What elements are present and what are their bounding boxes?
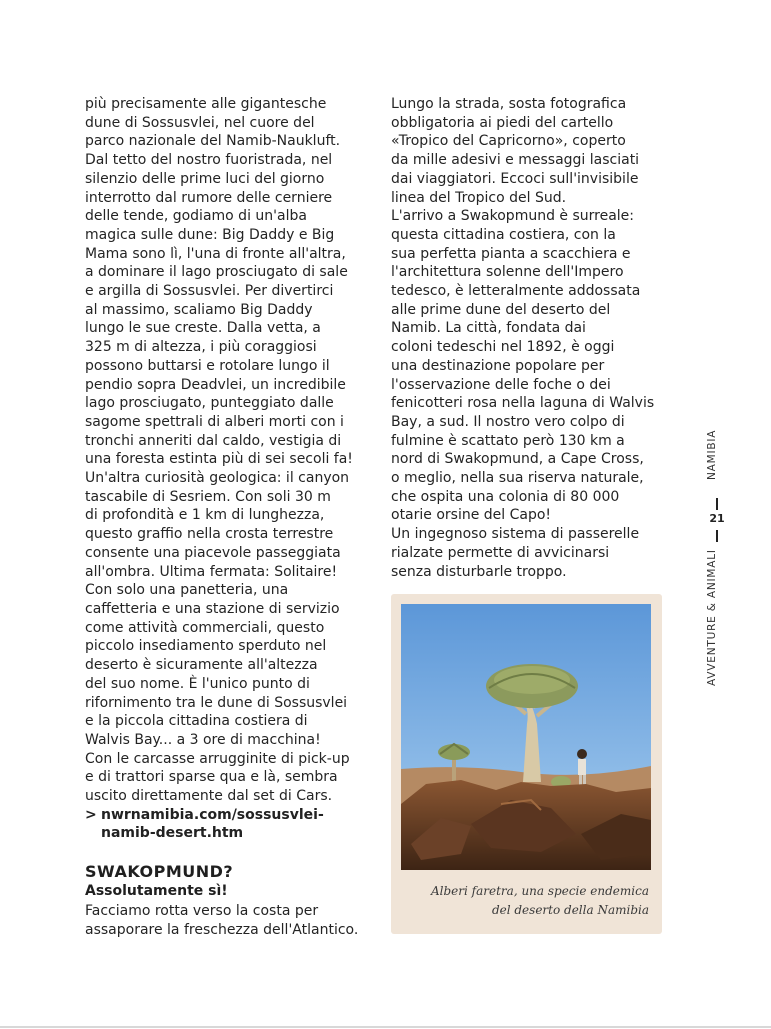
middle-column-line: tedesco, è letteralmente addossata (391, 283, 641, 300)
caption-line-1: Alberi faretra, una specie endemica (431, 884, 649, 898)
middle-column-line: alle prime dune del deserto del (391, 301, 611, 318)
middle-column-line: che ospita una colonia di 80 000 (391, 488, 620, 505)
link-arrow: > (85, 806, 97, 823)
left-column-line: lungo le sue creste. Dalla vetta, a (85, 320, 321, 337)
photo-card (391, 594, 662, 934)
left-column-line: dune di Sossusvlei, nel cuore del (85, 114, 315, 131)
middle-column-line: sua perfetta pianta a scacchiera e (391, 245, 631, 262)
middle-column-line: senza disturbarle troppo. (391, 563, 567, 580)
bottom-rule (0, 1026, 771, 1028)
middle-text-column (391, 95, 666, 581)
link-line-1: nwrnamibia.com/sossusvlei- (101, 806, 324, 823)
left-column-line: Un'altra curiosità geologica: il canyon (85, 470, 350, 487)
middle-column-lines (391, 95, 666, 581)
website-link[interactable] (85, 806, 365, 843)
middle-column-line: rialzate permette di avvicinarsi (391, 544, 610, 561)
middle-column-line: fenicotteri rosa nella laguna di Walvis (391, 395, 655, 412)
middle-column-line: Namib. La città, fondata dai (391, 320, 586, 337)
left-column-line: più precisamente alle gigantesche (85, 96, 327, 112)
left-column-line: di profondità e 1 km di lunghezza, (85, 507, 325, 524)
middle-column-line: l'architettura solenne dell'Impero (391, 264, 624, 281)
side-section-label: NAMIBIA (706, 429, 718, 481)
left-column-line: questo graffio nella crosta terrestre (85, 526, 334, 543)
left-column-line: 325 m di altezza, i più coraggiosi (85, 339, 317, 356)
left-column-line: e di trattori sparse qua e là, sembra (85, 769, 338, 786)
quiver-tree-photo (401, 604, 651, 870)
left-column-line: e argilla di Sossusvlei. Per divertirci (85, 283, 334, 300)
left-column-line: del suo nome. È l'unico punto di (85, 675, 310, 692)
side-divider-top (716, 498, 718, 510)
middle-column-line: nord di Swakopmund, a Cape Cross, (391, 451, 644, 468)
left-column-line: e la piccola cittadina costiera di (85, 713, 308, 730)
middle-column-line: linea del Tropico del Sud. (391, 189, 567, 206)
middle-column-line: questa cittadina costiera, con la (391, 226, 616, 243)
left-column-line: al massimo, scaliamo Big Daddy (85, 301, 313, 318)
left-column-line: parco nazionale del Namib-Naukluft. (85, 133, 341, 150)
side-divider-bottom (716, 530, 718, 542)
middle-column-line: fulmine è scattato però 130 km a (391, 432, 625, 449)
left-column-lines (85, 95, 365, 806)
section-heading: SWAKOPMUND? (85, 862, 234, 881)
left-column-line: Mama sono lì, l'una di fronte all'altra, (85, 245, 346, 262)
link-line-2: namib-desert.htm (101, 825, 244, 842)
left-column-line: magica sulle dune: Big Daddy e Big (85, 226, 335, 243)
left-column-line: una foresta estinta più di sei secoli fa! (85, 451, 353, 468)
middle-column-line: «Tropico del Capricorno», coperto (391, 133, 626, 150)
middle-column-line: L'arrivo a Swakopmund è surreale: (391, 208, 635, 225)
caption-line-2: del deserto della Namibia (491, 903, 649, 917)
left-column-line: silenzio delle prime luci del giorno (85, 170, 325, 187)
middle-column-line: Lungo la strada, sosta fotografica (391, 96, 627, 112)
left-column-line: piccolo insediamento sperduto nel (85, 638, 327, 655)
section-body (85, 902, 370, 939)
left-column-line: delle tende, godiamo di un'alba (85, 208, 307, 225)
section-body-line: Facciamo rotta verso la costa per (85, 903, 319, 919)
middle-column-line: Bay, a sud. Il nostro vero colpo di (391, 413, 625, 430)
left-column-line: deserto è sicuramente all'altezza (85, 657, 318, 674)
left-column-line: interrotto dal rumore delle cerniere (85, 189, 333, 206)
middle-column-line: Un ingegnoso sistema di passerelle (391, 526, 640, 543)
left-column-line: Con solo una panetteria, una (85, 582, 289, 599)
section-subheading: Assolutamente sì! (85, 883, 228, 899)
middle-column-line: o meglio, nella sua riserva naturale, (391, 470, 644, 487)
left-column-line: Con le carcasse arrugginite di pick-up (85, 750, 350, 767)
left-column-line: consente una piacevole passeggiata (85, 544, 341, 561)
middle-column-line: dai viaggiatori. Eccoci sull'invisibile (391, 170, 639, 187)
middle-column-line: coloni tedeschi nel 1892, è oggi (391, 339, 615, 356)
middle-column-line: l'osservazione delle foche o dei (391, 376, 611, 393)
page-number: 21 (709, 512, 725, 525)
photo-caption (391, 882, 649, 920)
left-column-line: pendio sopra Deadvlei, un incredibile (85, 376, 346, 393)
left-column-line: uscito direttamente dal set di Cars. (85, 788, 333, 805)
middle-column-line: da mille adesivi e messaggi lasciati (391, 152, 640, 169)
left-column-line: a dominare il lago prosciugato di sale (85, 264, 348, 281)
side-tab (706, 420, 728, 700)
left-column-line: lago prosciugato, punteggiato dalle (85, 395, 334, 412)
middle-column-line: una destinazione popolare per (391, 357, 605, 374)
left-column-line: come attività commerciali, questo (85, 619, 325, 636)
left-column-line: all'ombra. Ultima fermata: Solitaire! (85, 563, 338, 580)
left-column-line: sagome spettrali di alberi morti con i (85, 413, 344, 430)
left-column-line: rifornimento tra le dune di Sossusvlei (85, 694, 348, 711)
section-body-line: assaporare la freschezza dell'Atlantico. (85, 921, 359, 938)
middle-column-line: otarie orsine del Capo! (391, 507, 552, 524)
left-column-line: caffetteria e una stazione di servizio (85, 600, 340, 617)
left-column-line: Walvis Bay... a 3 ore di macchina! (85, 731, 321, 748)
left-text-column (85, 95, 365, 843)
left-column-line: tronchi anneriti dal caldo, vestigia di (85, 432, 342, 449)
left-column-line: tascabile di Sesriem. Con soli 30 m (85, 488, 331, 505)
middle-column-line: obbligatoria ai piedi del cartello (391, 114, 614, 131)
left-column-line: Dal tetto del nostro fuoristrada, nel (85, 152, 333, 169)
left-column-line: possono buttarsi e rotolare lungo il (85, 357, 330, 374)
side-category-label: AVVENTURE & ANIMALI (706, 549, 718, 687)
